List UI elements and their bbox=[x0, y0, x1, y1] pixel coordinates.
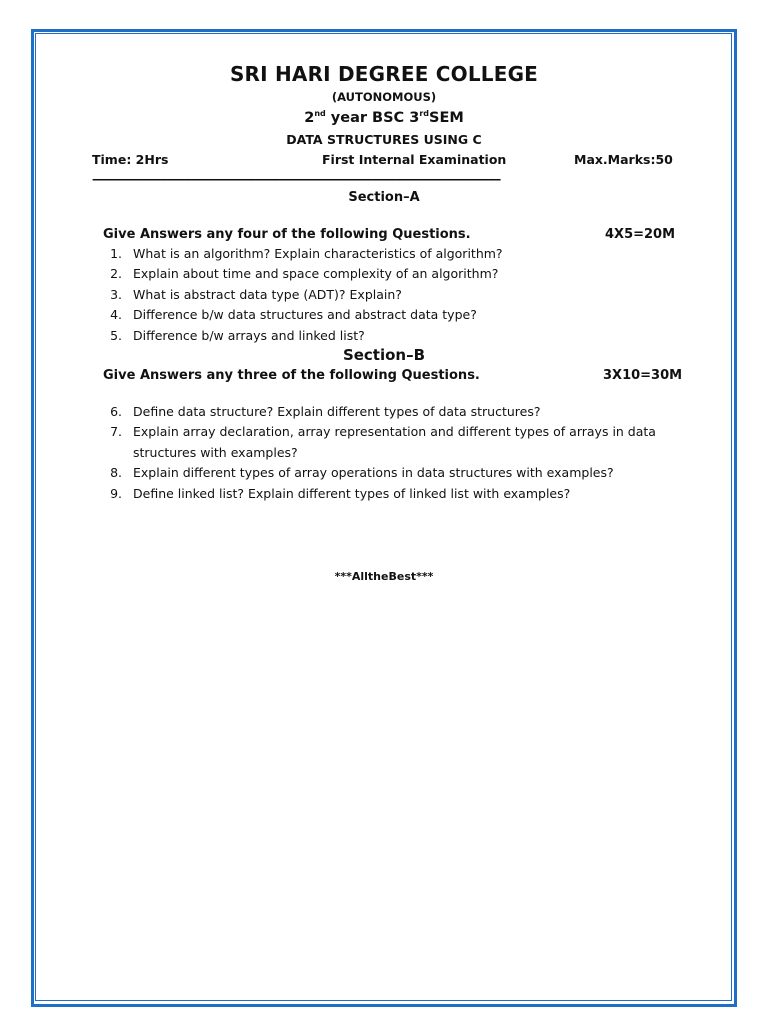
section-b-title: Section–B bbox=[342, 346, 426, 364]
question-text: Explain array declaration, array representation and different types of arrays in data bbox=[133, 424, 656, 439]
question-text: Difference b/w data structures and abstract data type? bbox=[133, 307, 477, 322]
question-number: 1. bbox=[110, 246, 122, 261]
section-a-instruction: Give Answers any four of the following Questions. bbox=[103, 227, 471, 242]
college-title: SRI HARI DEGREE COLLEGE bbox=[229, 62, 539, 86]
sem-suffix: rd bbox=[419, 109, 429, 118]
question-text: What is abstract data type (ADT)? Explain? bbox=[133, 287, 402, 302]
question-number: 7. bbox=[110, 424, 122, 439]
time-label: Time: 2Hrs bbox=[92, 152, 169, 167]
divider-line: ------------------------------------------------------------------------------------------------------------------------------------- bbox=[92, 173, 500, 186]
question-text: Define data structure? Explain different types of data structures? bbox=[133, 404, 541, 419]
autonomous-label: (AUTONOMOUS) bbox=[331, 90, 437, 104]
question-number: 4. bbox=[110, 307, 122, 322]
year-suffix: nd bbox=[314, 109, 326, 118]
footer-wish: ***AlltheBest*** bbox=[334, 570, 434, 583]
section-b-instruction: Give Answers any three of the following Questions. bbox=[103, 368, 480, 383]
question-number: 8. bbox=[110, 465, 122, 480]
question-number: 5. bbox=[110, 328, 122, 343]
question-text-continued: structures with examples? bbox=[133, 445, 298, 460]
question-number: 6. bbox=[110, 404, 122, 419]
subject-title: DATA STRUCTURES USING C bbox=[286, 132, 482, 147]
sem-label: SEM bbox=[429, 110, 464, 126]
question-number: 3. bbox=[110, 287, 122, 302]
section-a-marks: 4X5=20M bbox=[605, 227, 676, 242]
year-middle: year BSC 3 bbox=[325, 110, 420, 126]
question-number: 9. bbox=[110, 486, 122, 501]
question-text: Explain about time and space complexity of an algorithm? bbox=[133, 266, 499, 281]
question-text: What is an algorithm? Explain characteristics of algorithm? bbox=[133, 246, 503, 261]
section-b-marks: 3X10=30M bbox=[603, 368, 683, 383]
exam-name: First Internal Examination bbox=[322, 152, 507, 167]
question-text: Define linked list? Explain different types of linked list with examples? bbox=[133, 486, 571, 501]
max-marks: Max.Marks:50 bbox=[574, 152, 673, 167]
question-text: Difference b/w arrays and linked list? bbox=[133, 328, 365, 343]
question-text: Explain different types of array operations in data structures with examples? bbox=[133, 465, 614, 480]
year-semester bbox=[0, 109, 768, 126]
year-number: 2 bbox=[304, 110, 315, 126]
question-number: 2. bbox=[110, 266, 122, 281]
section-a-title: Section–A bbox=[348, 190, 420, 205]
